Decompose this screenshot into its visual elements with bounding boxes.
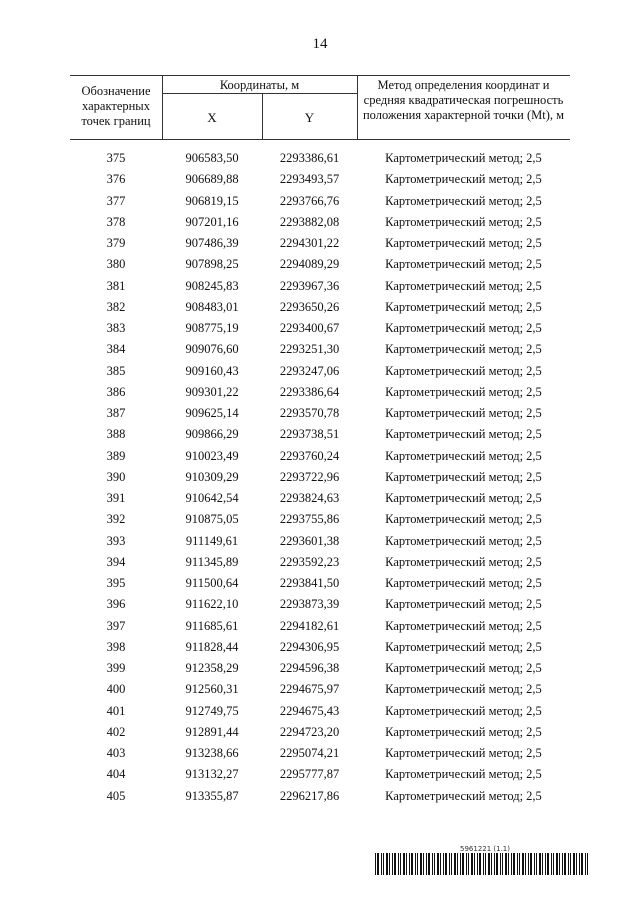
cell-point: 396 bbox=[106, 597, 126, 612]
table-row bbox=[70, 658, 570, 679]
cell-y: 2294675,97 bbox=[279, 682, 340, 697]
cell-y: 2294675,43 bbox=[279, 703, 340, 718]
barcode-bar bbox=[392, 853, 393, 875]
barcode-bar bbox=[564, 853, 566, 875]
table-row bbox=[70, 701, 570, 722]
barcode-bar bbox=[477, 853, 478, 875]
cell-y: 2293882,08 bbox=[279, 214, 340, 229]
barcode-bar bbox=[491, 853, 492, 875]
table-row bbox=[70, 446, 570, 467]
barcode-bar bbox=[466, 853, 467, 875]
barcode-bar bbox=[377, 853, 379, 875]
cell-x: 907201,16 bbox=[185, 214, 239, 229]
cell-x: 906819,15 bbox=[185, 193, 239, 208]
barcode-bar bbox=[519, 853, 520, 875]
table-row bbox=[70, 552, 570, 573]
barcode-bar bbox=[556, 853, 558, 875]
cell-method: Картометрический метод; 2,5 bbox=[385, 491, 542, 506]
barcode-bar bbox=[386, 853, 388, 875]
cell-x: 909160,43 bbox=[185, 363, 239, 378]
cell-point: 404 bbox=[106, 767, 126, 782]
cell-x: 913355,87 bbox=[185, 788, 239, 803]
table-row bbox=[70, 297, 570, 318]
cell-x: 911149,61 bbox=[185, 533, 239, 548]
cell-y: 2294723,20 bbox=[279, 724, 340, 739]
cell-x: 908483,01 bbox=[185, 299, 239, 314]
cell-y: 2293760,24 bbox=[279, 448, 340, 463]
cell-y: 2294301,22 bbox=[279, 236, 340, 251]
cell-method: Картометрический метод; 2,5 bbox=[385, 724, 542, 739]
page-number: 14 bbox=[312, 36, 328, 52]
barcode-bar bbox=[428, 853, 430, 875]
cell-y: 2293766,76 bbox=[279, 193, 340, 208]
barcode-bar bbox=[406, 853, 407, 875]
cell-x: 909076,60 bbox=[185, 342, 239, 357]
table-row bbox=[70, 786, 570, 807]
cell-x: 909301,22 bbox=[185, 384, 239, 399]
barcode-bar bbox=[559, 853, 560, 875]
table-row bbox=[70, 339, 570, 360]
table-row bbox=[70, 594, 570, 615]
cell-y: 2294306,95 bbox=[279, 639, 340, 654]
cell-point: 383 bbox=[106, 321, 126, 336]
barcode-bar bbox=[443, 853, 444, 875]
cell-y: 2293873,39 bbox=[279, 597, 340, 612]
table-row bbox=[70, 573, 570, 594]
cell-y: 2293493,57 bbox=[279, 172, 340, 187]
barcode-bar bbox=[517, 853, 518, 875]
cell-point: 403 bbox=[106, 746, 126, 761]
cell-point: 377 bbox=[106, 193, 126, 208]
barcode-bar bbox=[403, 853, 405, 875]
cell-method: Картометрический метод; 2,5 bbox=[385, 427, 542, 442]
barcode-bar bbox=[375, 853, 376, 875]
cell-y: 2293592,23 bbox=[279, 554, 340, 569]
cell-method: Картометрический метод; 2,5 bbox=[385, 533, 542, 548]
barcode-bar bbox=[474, 853, 475, 875]
cell-method: Картометрический метод; 2,5 bbox=[385, 554, 542, 569]
barcode-bar bbox=[570, 853, 571, 875]
table-row bbox=[70, 254, 570, 275]
table-row bbox=[70, 382, 570, 403]
cell-x: 912560,31 bbox=[185, 682, 239, 697]
cell-point: 402 bbox=[106, 724, 126, 739]
cell-y: 2293400,67 bbox=[279, 321, 340, 336]
cell-method: Картометрический метод; 2,5 bbox=[385, 214, 542, 229]
cell-method: Картометрический метод; 2,5 bbox=[385, 661, 542, 676]
cell-point: 376 bbox=[106, 172, 126, 187]
cell-y: 2293570,78 bbox=[279, 406, 340, 421]
cell-point: 381 bbox=[106, 278, 126, 293]
cell-y: 2293841,50 bbox=[279, 576, 340, 591]
cell-x: 912891,44 bbox=[185, 724, 239, 739]
barcode-bar bbox=[581, 853, 583, 875]
barcode-bar bbox=[454, 853, 456, 875]
cell-point: 391 bbox=[106, 491, 126, 506]
barcode-bar bbox=[440, 853, 441, 875]
table-row bbox=[70, 679, 570, 700]
cell-x: 911500,64 bbox=[185, 576, 239, 591]
cell-point: 388 bbox=[106, 427, 126, 442]
cell-method: Картометрический метод; 2,5 bbox=[385, 384, 542, 399]
cell-x: 906583,50 bbox=[185, 151, 239, 166]
cell-x: 911828,44 bbox=[185, 639, 239, 654]
header-divider bbox=[162, 93, 357, 94]
barcode-bar bbox=[488, 853, 490, 875]
cell-method: Картометрический метод; 2,5 bbox=[385, 767, 542, 782]
cell-x: 907898,25 bbox=[185, 257, 239, 272]
barcode-bar bbox=[553, 853, 554, 875]
header-coordinates: Координаты, м bbox=[219, 78, 300, 92]
header-y: Y bbox=[304, 110, 315, 125]
cell-method: Картометрический метод; 2,5 bbox=[385, 193, 542, 208]
cell-y: 2293386,61 bbox=[279, 151, 340, 166]
barcode-bar bbox=[528, 853, 529, 875]
table-row bbox=[70, 722, 570, 743]
barcode-bar bbox=[579, 853, 580, 875]
table-row bbox=[70, 531, 570, 552]
table-row bbox=[70, 424, 570, 445]
barcode-bar bbox=[451, 853, 452, 875]
cell-x: 909625,14 bbox=[185, 406, 239, 421]
cell-y: 2293755,86 bbox=[279, 512, 340, 527]
cell-y: 2293650,26 bbox=[279, 299, 340, 314]
cell-point: 392 bbox=[106, 512, 126, 527]
barcode-bar bbox=[420, 853, 422, 875]
cell-x: 911345,89 bbox=[185, 554, 239, 569]
table-row bbox=[70, 169, 570, 190]
barcode-bar bbox=[389, 853, 390, 875]
barcode-bar bbox=[445, 853, 447, 875]
barcode-bar bbox=[398, 853, 399, 875]
cell-x: 911622,10 bbox=[185, 597, 239, 612]
cell-x: 908775,19 bbox=[185, 321, 239, 336]
barcode-bar bbox=[417, 853, 418, 875]
cell-y: 2293738,51 bbox=[279, 427, 340, 442]
cell-method: Картометрический метод; 2,5 bbox=[385, 342, 542, 357]
cell-x: 913132,27 bbox=[185, 767, 239, 782]
barcode-bar bbox=[426, 853, 427, 875]
barcode-bar bbox=[573, 853, 575, 875]
header-x: X bbox=[207, 110, 217, 125]
cell-x: 913238,66 bbox=[185, 746, 239, 761]
barcode-bar bbox=[457, 853, 458, 875]
cell-x: 906689,88 bbox=[185, 172, 239, 187]
cell-y: 2294089,29 bbox=[279, 257, 340, 272]
barcode-bar bbox=[471, 853, 473, 875]
cell-y: 2295074,21 bbox=[279, 746, 340, 761]
cell-y: 2294182,61 bbox=[279, 618, 340, 633]
table-row bbox=[70, 191, 570, 212]
cell-point: 394 bbox=[106, 554, 126, 569]
cell-method: Картометрический метод; 2,5 bbox=[385, 469, 542, 484]
table-row bbox=[70, 318, 570, 339]
cell-x: 910309,29 bbox=[185, 469, 239, 484]
cell-method: Картометрический метод; 2,5 bbox=[385, 151, 542, 166]
cell-point: 380 bbox=[106, 257, 126, 272]
table-row bbox=[70, 233, 570, 254]
barcode-bar bbox=[432, 853, 433, 875]
cell-method: Картометрический метод; 2,5 bbox=[385, 788, 542, 803]
table-row bbox=[70, 212, 570, 233]
cell-x: 910023,49 bbox=[185, 448, 239, 463]
barcode-bar bbox=[568, 853, 569, 875]
table-row bbox=[70, 764, 570, 785]
barcode-bar bbox=[468, 853, 469, 875]
barcode-label: 5961221 (1.1) bbox=[460, 845, 510, 853]
barcode-bar bbox=[530, 853, 532, 875]
barcode-bar bbox=[500, 853, 501, 875]
cell-y: 2293967,36 bbox=[279, 278, 340, 293]
barcode-bar bbox=[483, 853, 484, 875]
barcode-bar bbox=[496, 853, 498, 875]
cell-x: 911685,61 bbox=[185, 618, 239, 633]
barcode-bar bbox=[434, 853, 435, 875]
cell-point: 385 bbox=[106, 363, 126, 378]
cell-method: Картометрический метод; 2,5 bbox=[385, 448, 542, 463]
barcode-bar bbox=[409, 853, 410, 875]
cell-y: 2294596,38 bbox=[279, 661, 340, 676]
cell-x: 910642,54 bbox=[185, 491, 239, 506]
cell-method: Картометрический метод; 2,5 bbox=[385, 597, 542, 612]
barcode-bar bbox=[381, 853, 382, 875]
barcode-bar bbox=[394, 853, 396, 875]
barcode-bar bbox=[539, 853, 541, 875]
table-row bbox=[70, 488, 570, 509]
cell-point: 400 bbox=[106, 682, 126, 697]
barcode-bar bbox=[460, 853, 461, 875]
cell-method: Картометрический метод; 2,5 bbox=[385, 172, 542, 187]
cell-x: 912749,75 bbox=[185, 703, 239, 718]
cell-y: 2293386,64 bbox=[279, 384, 340, 399]
barcode-bar bbox=[585, 853, 586, 875]
cell-point: 375 bbox=[106, 151, 126, 166]
cell-x: 907486,39 bbox=[185, 236, 239, 251]
cell-y: 2293601,38 bbox=[279, 533, 340, 548]
cell-y: 2293824,63 bbox=[279, 491, 340, 506]
barcode-bar bbox=[513, 853, 515, 875]
cell-method: Картометрический метод; 2,5 bbox=[385, 363, 542, 378]
cell-y: 2296217,86 bbox=[279, 788, 340, 803]
cell-point: 379 bbox=[106, 236, 126, 251]
cell-x: 910875,05 bbox=[185, 512, 239, 527]
barcode-bar bbox=[525, 853, 526, 875]
cell-method: Картометрический метод; 2,5 bbox=[385, 278, 542, 293]
table-row bbox=[70, 616, 570, 637]
table-row bbox=[70, 467, 570, 488]
cell-method: Картометрический метод; 2,5 bbox=[385, 639, 542, 654]
cell-method: Картометрический метод; 2,5 bbox=[385, 257, 542, 272]
barcode-bar bbox=[383, 853, 384, 875]
cell-point: 384 bbox=[106, 342, 126, 357]
cell-method: Картометрический метод; 2,5 bbox=[385, 236, 542, 251]
barcode-bar bbox=[411, 853, 413, 875]
cell-y: 2293251,30 bbox=[279, 342, 340, 357]
cell-method: Картометрический метод; 2,5 bbox=[385, 703, 542, 718]
cell-point: 401 bbox=[106, 703, 126, 718]
barcode-bar bbox=[545, 853, 546, 875]
cell-point: 397 bbox=[106, 618, 126, 633]
table-row bbox=[70, 403, 570, 424]
cell-method: Картометрический метод; 2,5 bbox=[385, 746, 542, 761]
header-point-designation: Обозначение характерных точек границ bbox=[81, 84, 151, 128]
barcode-bar bbox=[485, 853, 486, 875]
barcode-bar bbox=[547, 853, 549, 875]
cell-method: Картометрический метод; 2,5 bbox=[385, 682, 542, 697]
cell-point: 378 bbox=[106, 214, 126, 229]
table-row bbox=[70, 276, 570, 297]
cell-point: 390 bbox=[106, 469, 126, 484]
cell-x: 909866,29 bbox=[185, 427, 239, 442]
cell-point: 386 bbox=[106, 384, 126, 399]
cell-x: 908245,83 bbox=[185, 278, 239, 293]
barcode-bar bbox=[536, 853, 537, 875]
barcode-bar bbox=[505, 853, 507, 875]
cell-point: 382 bbox=[106, 299, 126, 314]
cell-point: 405 bbox=[106, 788, 126, 803]
cell-y: 2295777,87 bbox=[279, 767, 340, 782]
cell-method: Картометрический метод; 2,5 bbox=[385, 321, 542, 336]
cell-x: 912358,29 bbox=[185, 661, 239, 676]
barcode-bar bbox=[437, 853, 439, 875]
cell-point: 395 bbox=[106, 576, 126, 591]
table-row bbox=[70, 361, 570, 382]
cell-method: Картометрический метод; 2,5 bbox=[385, 406, 542, 421]
barcode-bar bbox=[479, 853, 481, 875]
cell-point: 399 bbox=[106, 661, 126, 676]
table-header bbox=[70, 75, 570, 140]
cell-method: Картометрический метод; 2,5 bbox=[385, 576, 542, 591]
cell-y: 2293722,96 bbox=[279, 469, 340, 484]
table-row bbox=[70, 509, 570, 530]
cell-method: Картометрический метод; 2,5 bbox=[385, 618, 542, 633]
table-body bbox=[70, 148, 570, 807]
table-row bbox=[70, 637, 570, 658]
table-row bbox=[70, 743, 570, 764]
barcode-bar bbox=[423, 853, 424, 875]
table-row bbox=[70, 148, 570, 169]
barcode-bar bbox=[587, 853, 588, 875]
barcode-bar bbox=[511, 853, 512, 875]
barcode-bar bbox=[400, 853, 401, 875]
barcode-bar bbox=[551, 853, 552, 875]
barcode-bar bbox=[522, 853, 524, 875]
cell-point: 389 bbox=[106, 448, 126, 463]
barcode-bar bbox=[449, 853, 450, 875]
header-method: Метод определения координат и средняя квадратическая погрешность положения характерной точки (Mt), м bbox=[362, 78, 565, 122]
cell-method: Картометрический метод; 2,5 bbox=[385, 512, 542, 527]
barcode-bar bbox=[462, 853, 464, 875]
barcode-bar bbox=[415, 853, 416, 875]
barcode-bar bbox=[502, 853, 503, 875]
barcode-bar bbox=[508, 853, 509, 875]
cell-point: 393 bbox=[106, 533, 126, 548]
barcode-image bbox=[375, 853, 591, 875]
cell-point: 398 bbox=[106, 639, 126, 654]
barcode-bar bbox=[576, 853, 577, 875]
cell-point: 387 bbox=[106, 406, 126, 421]
cell-y: 2293247,06 bbox=[279, 363, 340, 378]
cell-method: Картометрический метод; 2,5 bbox=[385, 299, 542, 314]
barcode-bar bbox=[534, 853, 535, 875]
barcode-bar bbox=[562, 853, 563, 875]
barcode-bar bbox=[494, 853, 495, 875]
barcode-bar bbox=[542, 853, 543, 875]
